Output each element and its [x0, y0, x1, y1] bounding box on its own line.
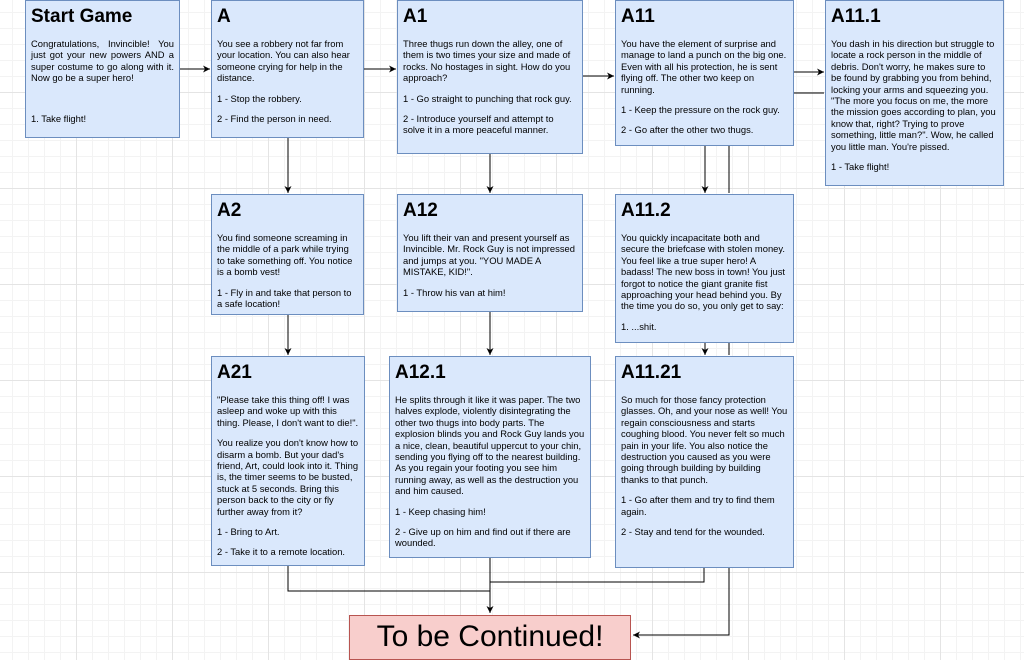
- node-title: A2: [217, 200, 242, 221]
- node-title: A11.21: [621, 362, 682, 383]
- node-a11-2[interactable]: [615, 194, 794, 343]
- node-option: 1 - Throw his van at him!: [403, 286, 506, 298]
- node-title: Start Game: [31, 6, 133, 27]
- node-option: 1 - Bring to Art.: [217, 526, 280, 538]
- node-a11-1[interactable]: [825, 0, 1004, 186]
- node-text: "Please take this thing off! I was asleep and woke up with this thing. Please, I don't want to die!".: [217, 394, 359, 428]
- node-option: 2 - Introduce yourself and attempt to solve it in a more peaceful manner.: [403, 113, 554, 136]
- node-option: 2 - Find the person in need.: [217, 113, 332, 125]
- node-title: A: [217, 6, 231, 27]
- node-a11[interactable]: [615, 0, 794, 146]
- node-a12-1[interactable]: [389, 356, 591, 558]
- node-option: 1. ...shit.: [621, 320, 657, 332]
- node-text: He splits through it like it was paper. The two halves explode, violently disintegrating the other two thugs into body parts. The explosion blinds you and Rock Guy lands you a nice, clean, beautiful uppercut to your chin, sending you flying off to the nearest building. As you regain your footing you see him running away, as well as the destruction you and him caused.: [395, 394, 585, 497]
- node-option: 1 - Go after them and try to find them again.: [621, 494, 775, 517]
- node-text-2: You realize you don't know how to disarm a bomb. But your dad's friend, Art, could look into it. Thing is, the timer seems to be busted, stuck at 5 seconds. Bring this person back to the city or fly further away from it?: [217, 437, 359, 517]
- node-text: You see a robbery not far from your location. You can also hear someone crying for help in the distance.: [217, 38, 350, 84]
- node-to-be-continued[interactable]: To be Continued!: [349, 615, 631, 660]
- edge-a21-to-end: [288, 566, 490, 591]
- node-start-game[interactable]: [25, 0, 180, 138]
- node-text: You find someone screaming in the middle of a park while trying to take something off. You notice is a bomb vest!: [217, 232, 353, 278]
- edge-a11-21-to-end: [490, 568, 704, 582]
- node-option: 2 - Go after the other two thugs.: [621, 124, 754, 136]
- node-option: 1 - Take flight!: [831, 161, 890, 173]
- node-text: You quickly incapacitate both and secure the briefcase with stolen money. You feel like a true super hero! A badass! The new boss in town! You just forgot to notice the giant granite fist approaching your head behind you. By the time you do so, you only get to say:: [621, 232, 785, 312]
- node-title: A11: [621, 6, 655, 27]
- node-option: 1 - Fly in and take that person to a safe location!: [217, 286, 352, 310]
- node-option: 2 - Stay and tend for the wounded.: [621, 526, 765, 538]
- node-a21[interactable]: [211, 356, 365, 566]
- node-text: So much for those fancy protection glasses. Oh, and your nose as well! You regain consciousness and starts coughing blood. You never felt so much pain in your life. You also notice the destruction you caused as you were going through building by building thanks to that punch.: [621, 394, 788, 485]
- node-title: A1: [403, 6, 428, 27]
- node-a11-21[interactable]: [615, 356, 794, 568]
- node-a1[interactable]: [397, 0, 583, 154]
- node-title: A12.1: [395, 362, 446, 383]
- node-option: 1 - Keep chasing him!: [395, 505, 486, 517]
- node-text: You lift their van and present yourself as Invincible. Mr. Rock Guy is not impressed and jumps at you. "YOU MADE A MISTAKE, KID!".: [403, 232, 575, 278]
- node-a12[interactable]: [397, 194, 583, 312]
- node-option: 2 - Give up on him and find out if there are wounded.: [395, 526, 571, 549]
- node-a2[interactable]: [211, 194, 364, 315]
- node-option: 2 - Take it to a remote location.: [217, 546, 346, 558]
- node-title: A21: [217, 362, 252, 383]
- node-a[interactable]: [211, 0, 364, 138]
- node-text: You have the element of surprise and manage to land a punch on the big one. Even with all his protection, he is sent flying off. The other two keep on running.: [621, 38, 787, 95]
- node-option: 1 - Stop the robbery.: [217, 92, 302, 104]
- node-option: 1 - Keep the pressure on the rock guy.: [621, 104, 780, 116]
- node-text: Congratulations, Invincible! You just got your new powers AND a super costume to go along with it. Now go be a super hero!: [31, 38, 174, 84]
- node-title: A11.2: [621, 200, 671, 221]
- node-option: 1 - Go straight to punching that rock guy.: [403, 92, 572, 104]
- node-title: A11.1: [831, 6, 881, 27]
- node-title: A12: [403, 200, 438, 221]
- node-option: 1. Take flight!: [31, 112, 87, 124]
- node-text: You dash in his direction but struggle to locate a rock person in the middle of debris. Don't worry, he makes sure to be found by grabbing you from behind, locking your arms and squeezing you. "The more you focus on me, the more the mission goes according to plan, you know that, right? Trying to prove something, little man?". Wow, he called you little man. You're pissed.: [831, 38, 996, 152]
- node-text: Three thugs run down the alley, one of them is two times your size and made of rocks. No hostages in sight. How do you approach?: [403, 38, 571, 84]
